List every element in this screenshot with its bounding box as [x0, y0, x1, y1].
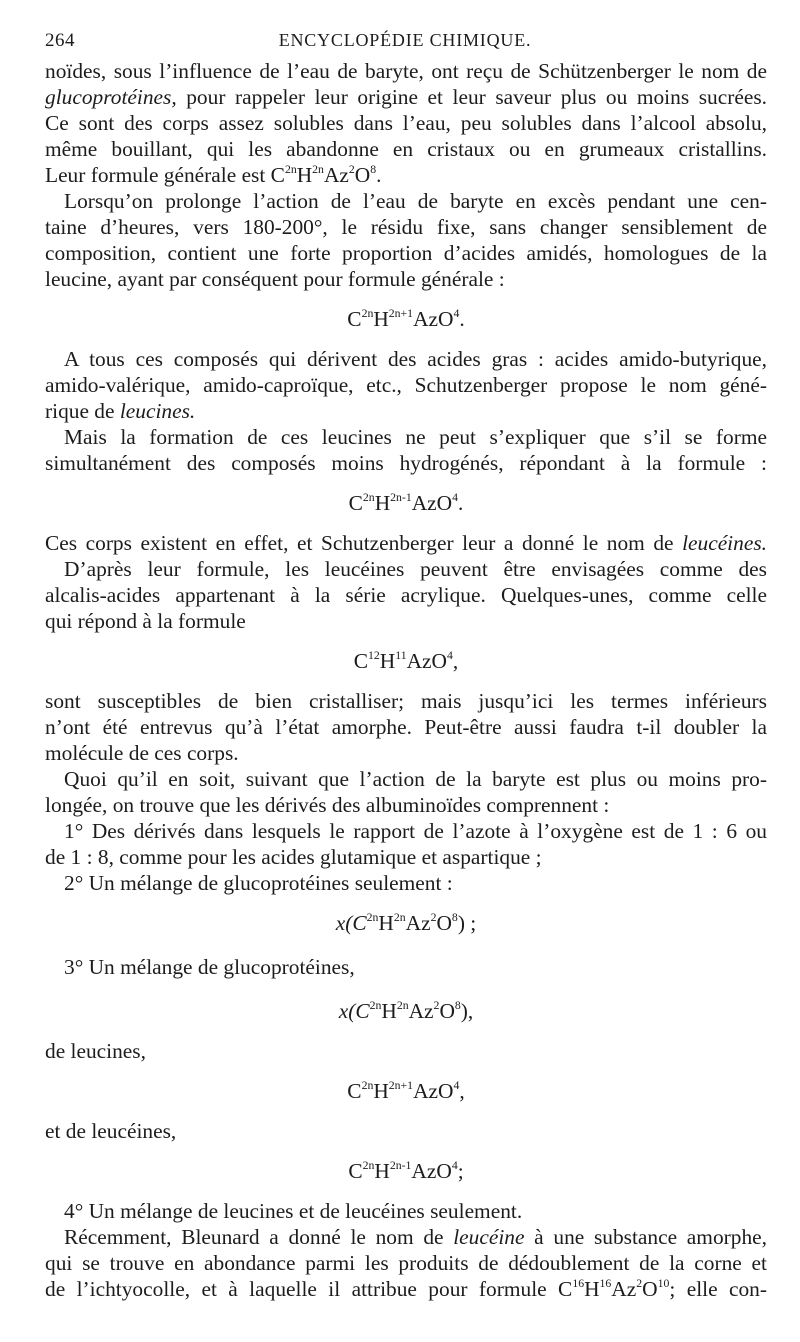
text-span: AzO — [406, 649, 447, 673]
text-span: H — [381, 999, 397, 1023]
formula-sup: 2 — [636, 1277, 643, 1291]
text-span: taine d’heures, vers 180-200°, le résidu fixe, sans changer sensiblement de — [45, 215, 767, 239]
term-leuceines: leucéines. — [682, 531, 767, 555]
text-span: Az — [405, 911, 431, 935]
running-title: ENCYCLOPÉDIE CHIMIQUE. — [278, 30, 532, 50]
formula-line — [45, 1078, 767, 1104]
text-span: . — [458, 491, 464, 515]
text-span: molécule de ces corps. — [45, 741, 239, 765]
text-span: 4° Un mélange de leucines et de leucéines seulement. — [64, 1199, 523, 1223]
text-span: x(C — [335, 911, 367, 935]
text-span: Az — [408, 999, 434, 1023]
text-span: n’ont été entrevus qu’à l’état amorphe. Peut-être aussi faudra t-il doubler la — [45, 715, 767, 739]
text-span: longée, on trouve que les dérivés des albuminoïdes comprennent : — [45, 793, 610, 817]
text-line — [45, 608, 767, 634]
formula-sup: 8 — [370, 163, 377, 177]
text-span: amido-valérique, amido-caproïque, etc., Schutzenberger propose le nom géné- — [45, 373, 767, 397]
text-span: Mais la formation de ces leucines ne peut s’expliquer que s’il se forme — [64, 425, 767, 449]
text-line — [45, 372, 767, 398]
formula-sup: 4 — [446, 649, 453, 663]
text-line — [45, 214, 767, 240]
text-span: H — [378, 911, 394, 935]
text-line — [45, 188, 767, 214]
text-span: H — [379, 649, 396, 673]
text-span: AzO — [413, 1079, 454, 1103]
formula-sup: 4 — [453, 1079, 460, 1093]
text-span: ; elle con- — [669, 1277, 767, 1301]
text-span: Az — [611, 1277, 637, 1301]
text-span: ), — [460, 999, 474, 1023]
text-line — [45, 1118, 767, 1144]
text-line — [45, 398, 767, 424]
formula-line — [45, 306, 767, 332]
text-span: Lorsqu’on prolonge l’action de l’eau de baryte en excès pendant une cen- — [64, 189, 767, 213]
text-span: 3° Un mélange de glucoprotéines, — [64, 955, 355, 979]
body-text — [45, 58, 767, 1302]
text-span: H — [373, 307, 389, 331]
text-span: ) ; — [457, 911, 477, 935]
page-header — [45, 30, 765, 56]
text-line — [45, 688, 767, 714]
formula-sup: 2n — [312, 163, 324, 177]
formula-sup: 2n — [369, 999, 382, 1013]
text-span: simultanément des composés moins hydrogénés, répondant à la formule : — [45, 451, 767, 475]
text-line — [45, 740, 767, 766]
text-line — [45, 954, 767, 980]
text-span: H — [296, 163, 313, 187]
formula-sup: 11 — [395, 649, 407, 663]
formula-sup: 2 — [430, 911, 437, 925]
text-line — [45, 162, 767, 188]
page-number: 264 — [45, 30, 75, 51]
text-span: A tous ces composés qui dérivent des acides gras : acides amido-butyrique, — [64, 347, 767, 371]
text-line — [45, 424, 767, 450]
formula-sup: 4 — [451, 1159, 458, 1173]
text-line — [45, 844, 767, 870]
text-span: leucine, ayant par conséquent pour formule générale : — [45, 267, 505, 291]
text-span: noïdes, sous l’influence de l’eau de baryte, ont reçu de Schützenberger le nom de — [45, 59, 767, 83]
text-line — [45, 266, 767, 292]
term-leuceine: leucéine — [453, 1225, 525, 1249]
text-line — [45, 1038, 767, 1064]
text-line — [45, 84, 767, 110]
formula-sup: 2n — [366, 911, 379, 925]
formula-sup: 2 — [433, 999, 440, 1013]
formula-sup: 2n+1 — [388, 1079, 414, 1093]
text-span: AzO — [413, 307, 454, 331]
formula-sup: 2n — [396, 999, 409, 1013]
text-line — [45, 1250, 767, 1276]
text-span: C — [348, 491, 363, 515]
text-span: de leucines, — [45, 1039, 146, 1063]
formula-sup: 2n-1 — [390, 491, 412, 505]
text-line — [45, 58, 767, 84]
text-span: et de leucéines, — [45, 1119, 177, 1143]
text-span: même bouillant, qui les abandonne en cristaux ou en grumeaux cristallins. — [45, 137, 767, 161]
text-line — [45, 1224, 767, 1250]
text-span: O — [642, 1277, 658, 1301]
formula-sup: 4 — [453, 307, 460, 321]
text-span: ; — [457, 1159, 464, 1183]
text-span: qui répond à la formule — [45, 609, 246, 633]
text-span: C — [348, 1159, 363, 1183]
text-span: C — [353, 649, 369, 673]
formula-sup: 12 — [368, 649, 380, 663]
text-span: composition, contient une forte proportion d’acides amidés, homologues de la — [45, 241, 767, 265]
text-line — [45, 714, 767, 740]
formula-sup: 2n — [393, 911, 406, 925]
term-leucines: leucines. — [119, 399, 196, 423]
text-span: O — [436, 911, 452, 935]
text-span: alcalis-acides appartenant à la série acrylique. Quelques-unes, comme celle — [45, 583, 767, 607]
formula-sup: 8 — [451, 911, 458, 925]
text-span: . — [376, 163, 382, 187]
text-span: rique de — [45, 399, 120, 423]
text-line — [45, 766, 767, 792]
text-span: Az — [323, 163, 349, 187]
text-span: Leur formule générale est C — [45, 163, 285, 187]
text-span: de 1 : 8, comme pour les acides glutamique et aspartique ; — [45, 845, 542, 869]
formula-line — [45, 1158, 767, 1184]
formula-line — [45, 648, 767, 674]
text-span: Récemment, Bleunard a donné le nom de — [64, 1225, 454, 1249]
text-line — [45, 818, 767, 844]
text-span: C — [347, 307, 362, 331]
text-span: O — [439, 999, 455, 1023]
text-line — [45, 346, 767, 372]
formula-sup: 2 — [348, 163, 355, 177]
formula-line — [45, 490, 767, 516]
formula-sup: 10 — [657, 1277, 670, 1291]
formula-line — [45, 910, 767, 936]
formula-sup: 2n — [362, 491, 375, 505]
text-span: pour rappeler leur origine et leur saveur plus ou moins sucrées. — [176, 85, 767, 109]
text-line — [45, 136, 767, 162]
text-span: , — [459, 1079, 465, 1103]
text-span: H — [373, 1079, 389, 1103]
text-line — [45, 1198, 767, 1224]
text-line — [45, 1276, 767, 1302]
text-line — [45, 582, 767, 608]
text-line — [45, 530, 767, 556]
text-span: qui se trouve en abondance parmi les produits de dédoublement de la corne et — [45, 1251, 767, 1275]
formula-sup: 16 — [572, 1277, 585, 1291]
formula-sup: 2n — [362, 1159, 375, 1173]
formula-sup: 8 — [454, 999, 461, 1013]
text-line — [45, 870, 767, 896]
text-span: Quoi qu’il en soit, suivant que l’action de la baryte est plus ou moins pro- — [64, 767, 767, 791]
text-span: D’après leur formule, les leucéines peuvent être envisagées comme des — [64, 557, 767, 581]
text-span: AzO — [411, 1159, 452, 1183]
text-line — [45, 240, 767, 266]
text-span: AzO — [411, 491, 453, 515]
text-line — [45, 792, 767, 818]
text-span: 1° Des dérivés dans lesquels le rapport de l’azote à l’oxygène est de 1 : 6 ou — [64, 819, 767, 843]
text-span: O — [354, 163, 371, 187]
text-span: H — [374, 491, 391, 515]
text-line — [45, 556, 767, 582]
text-span: Ce sont des corps assez solubles dans l’eau, peu solubles dans l’alcool absolu, — [45, 111, 767, 135]
formula-sup: 2n — [361, 307, 374, 321]
formula-sup: 4 — [452, 491, 458, 505]
formula-sup: 2n-1 — [389, 1159, 412, 1173]
formula-sup: 2n — [284, 163, 297, 177]
formula-sup: 16 — [599, 1277, 612, 1291]
term-glucoproteines: glucoprotéines, — [45, 85, 177, 109]
text-span: à une substance amorphe, — [524, 1225, 767, 1249]
text-line — [45, 450, 767, 476]
text-span: C — [347, 1079, 362, 1103]
text-span: sont susceptibles de bien cristalliser; mais jusqu’ici les termes inférieurs — [45, 689, 767, 713]
text-span: , — [452, 649, 459, 673]
text-span: de l’ichtyocolle, et à laquelle il attribue pour formule C — [45, 1277, 573, 1301]
formula-sup: 2n — [361, 1079, 374, 1093]
text-line — [45, 110, 767, 136]
formula-line — [45, 998, 767, 1024]
text-span: H — [584, 1277, 600, 1301]
text-span: x(C — [338, 999, 370, 1023]
text-span: H — [374, 1159, 390, 1183]
formula-sup: 2n+1 — [388, 307, 414, 321]
text-span: 2° Un mélange de glucoprotéines seulement : — [64, 871, 453, 895]
text-span: . — [459, 307, 465, 331]
text-span: Ces corps existent en effet, et Schutzenberger leur a donné le nom de — [45, 531, 683, 555]
